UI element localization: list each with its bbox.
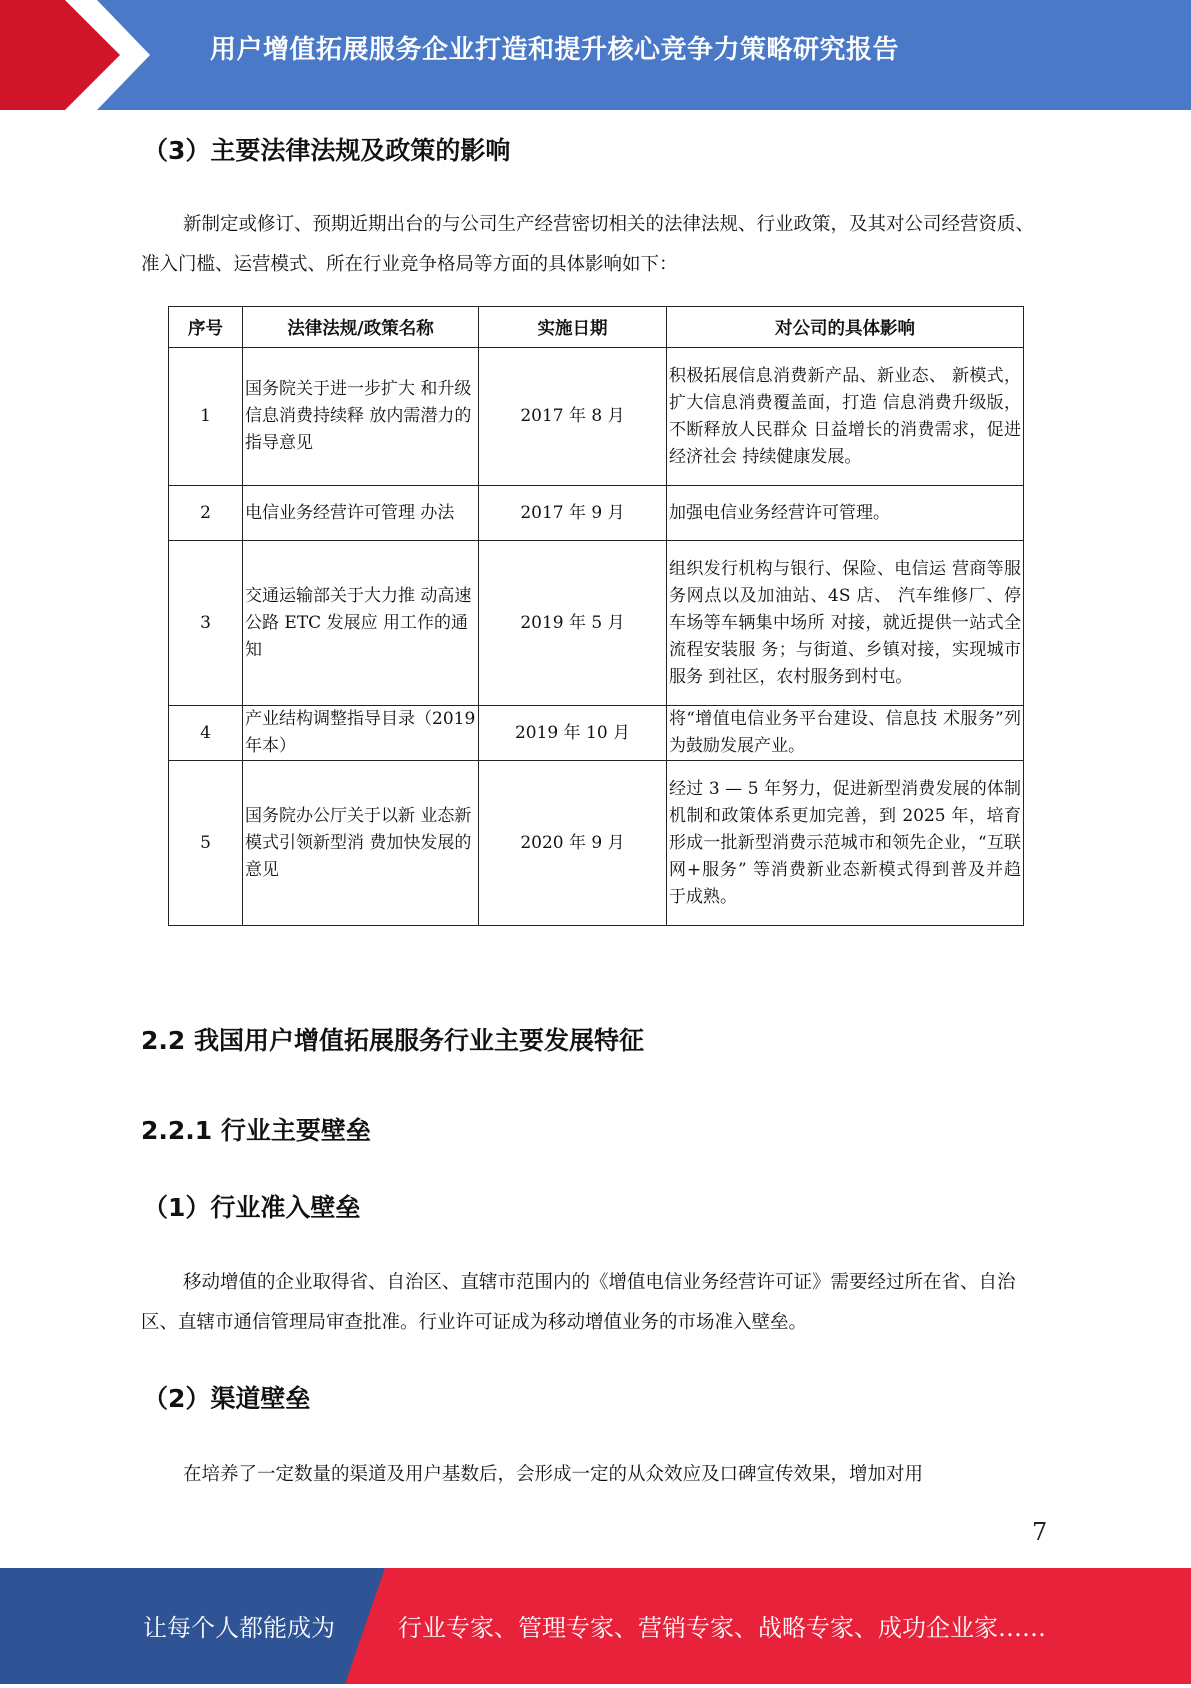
column-header-policy-name: 法律法规/政策名称 [243,307,479,348]
footer-slogan-left: 让每个人都能成为 [143,1614,335,1642]
footer-slogan-right: 行业专家、管理专家、营销专家、战略专家、成功企业家…… [398,1614,1046,1642]
row-number: 4 [169,706,243,761]
entry-barrier-paragraph: 移动增值的企业取得省、自治区、直辖市范围内的《增值电信业务经营许可证》需要经过所在省、自治区、直辖市通信管理局审查批准。行业许可证成为移动增值业务的市场准入壁垒。 [141,1272,1016,1333]
section-heading-policy-impact: （3）主要法律法规及政策的影响 [143,136,511,165]
section-heading-2-2: 2.2 我国用户增值拓展服务行业主要发展特征 [141,1026,644,1055]
policy-name: 国务院关于进一步扩大 和升级信息消费持续释 放内需潜力的指导意见 [243,348,479,486]
policy-impact: 经过 3 — 5 年努力，促进新型消费发展的体制机制和政策体系更加完善，到 2025 年，培育形成一批新型消费示范城市和领先企业，“互联网+服务” 等消费新业态新模式得到普及并趋 于成熟。 [667,761,1024,926]
page-header [0,0,1191,110]
row-number: 1 [169,348,243,486]
policy-impact: 加强电信业务经营许可管理。 [667,486,1024,541]
table-row [169,541,1024,706]
channel-barrier-paragraph: 在培养了一定数量的渠道及用户基数后，会形成一定的从众效应及口碑宣传效果，增加对用 [183,1464,924,1485]
page-number: 7 [1032,1518,1048,1546]
policy-name: 交通运输部关于大力推 动高速公路 ETC 发展应 用工作的通知 [243,541,479,706]
table-row [169,348,1024,486]
policy-impact: 将“增值电信业务平台建设、信息技 术服务”列为鼓励发展产业。 [667,706,1024,761]
column-header-impact: 对公司的具体影响 [667,307,1024,348]
section-heading-2-2-1: 2.2.1 行业主要壁垒 [141,1116,371,1145]
effective-date: 2017 年 9 月 [479,486,667,541]
heading-entry-barrier: （1）行业准入壁垒 [143,1193,361,1222]
table-row [169,706,1024,761]
policy-name: 电信业务经营许可管理 办法 [243,486,479,541]
policy-impact: 积极拓展信息消费新产品、新业态、 新模式，扩大信息消费覆盖面，打造 信息消费升级版，不断释放人民群众 日益增长的消费需求，促进经济社会 持续健康发展。 [667,348,1024,486]
table-row [169,761,1024,926]
effective-date: 2019 年 10 月 [479,706,667,761]
effective-date: 2020 年 9 月 [479,761,667,926]
effective-date: 2019 年 5 月 [479,541,667,706]
table-row [169,486,1024,541]
column-header-date: 实施日期 [479,307,667,348]
column-header-number: 序号 [169,307,243,348]
effective-date: 2017 年 8 月 [479,348,667,486]
policy-name: 国务院办公厅关于以新 业态新模式引领新型消 费加快发展的意见 [243,761,479,926]
table-header-row [169,307,1024,348]
policy-name: 产业结构调整指导目录（2019 年本） [243,706,479,761]
heading-channel-barrier: （2）渠道壁垒 [143,1384,311,1413]
section-intro-paragraph: 新制定或修订、预期近期出台的与公司生产经营密切相关的法律法规、行业政策，及其对公司经营资质、准入门槛、运营模式、所在行业竞争格局等方面的具体影响如下： [141,214,1035,275]
policy-impact: 组织发行机构与银行、保险、电信运 营商等服务网点以及加油站、4S 店、 汽车维修厂、停车场等车辆集中场所 对接，就近提供一站式全流程安装服 务；与街道、乡镇对接，实现城市服务 到社区，农村服务到村屯。 [667,541,1024,706]
report-title: 用户增值拓展服务企业打造和提升核心竞争力策略研究报告 [210,35,900,65]
row-number: 5 [169,761,243,926]
row-number: 2 [169,486,243,541]
policy-table [168,306,1024,926]
page-footer [0,1568,1191,1684]
row-number: 3 [169,541,243,706]
